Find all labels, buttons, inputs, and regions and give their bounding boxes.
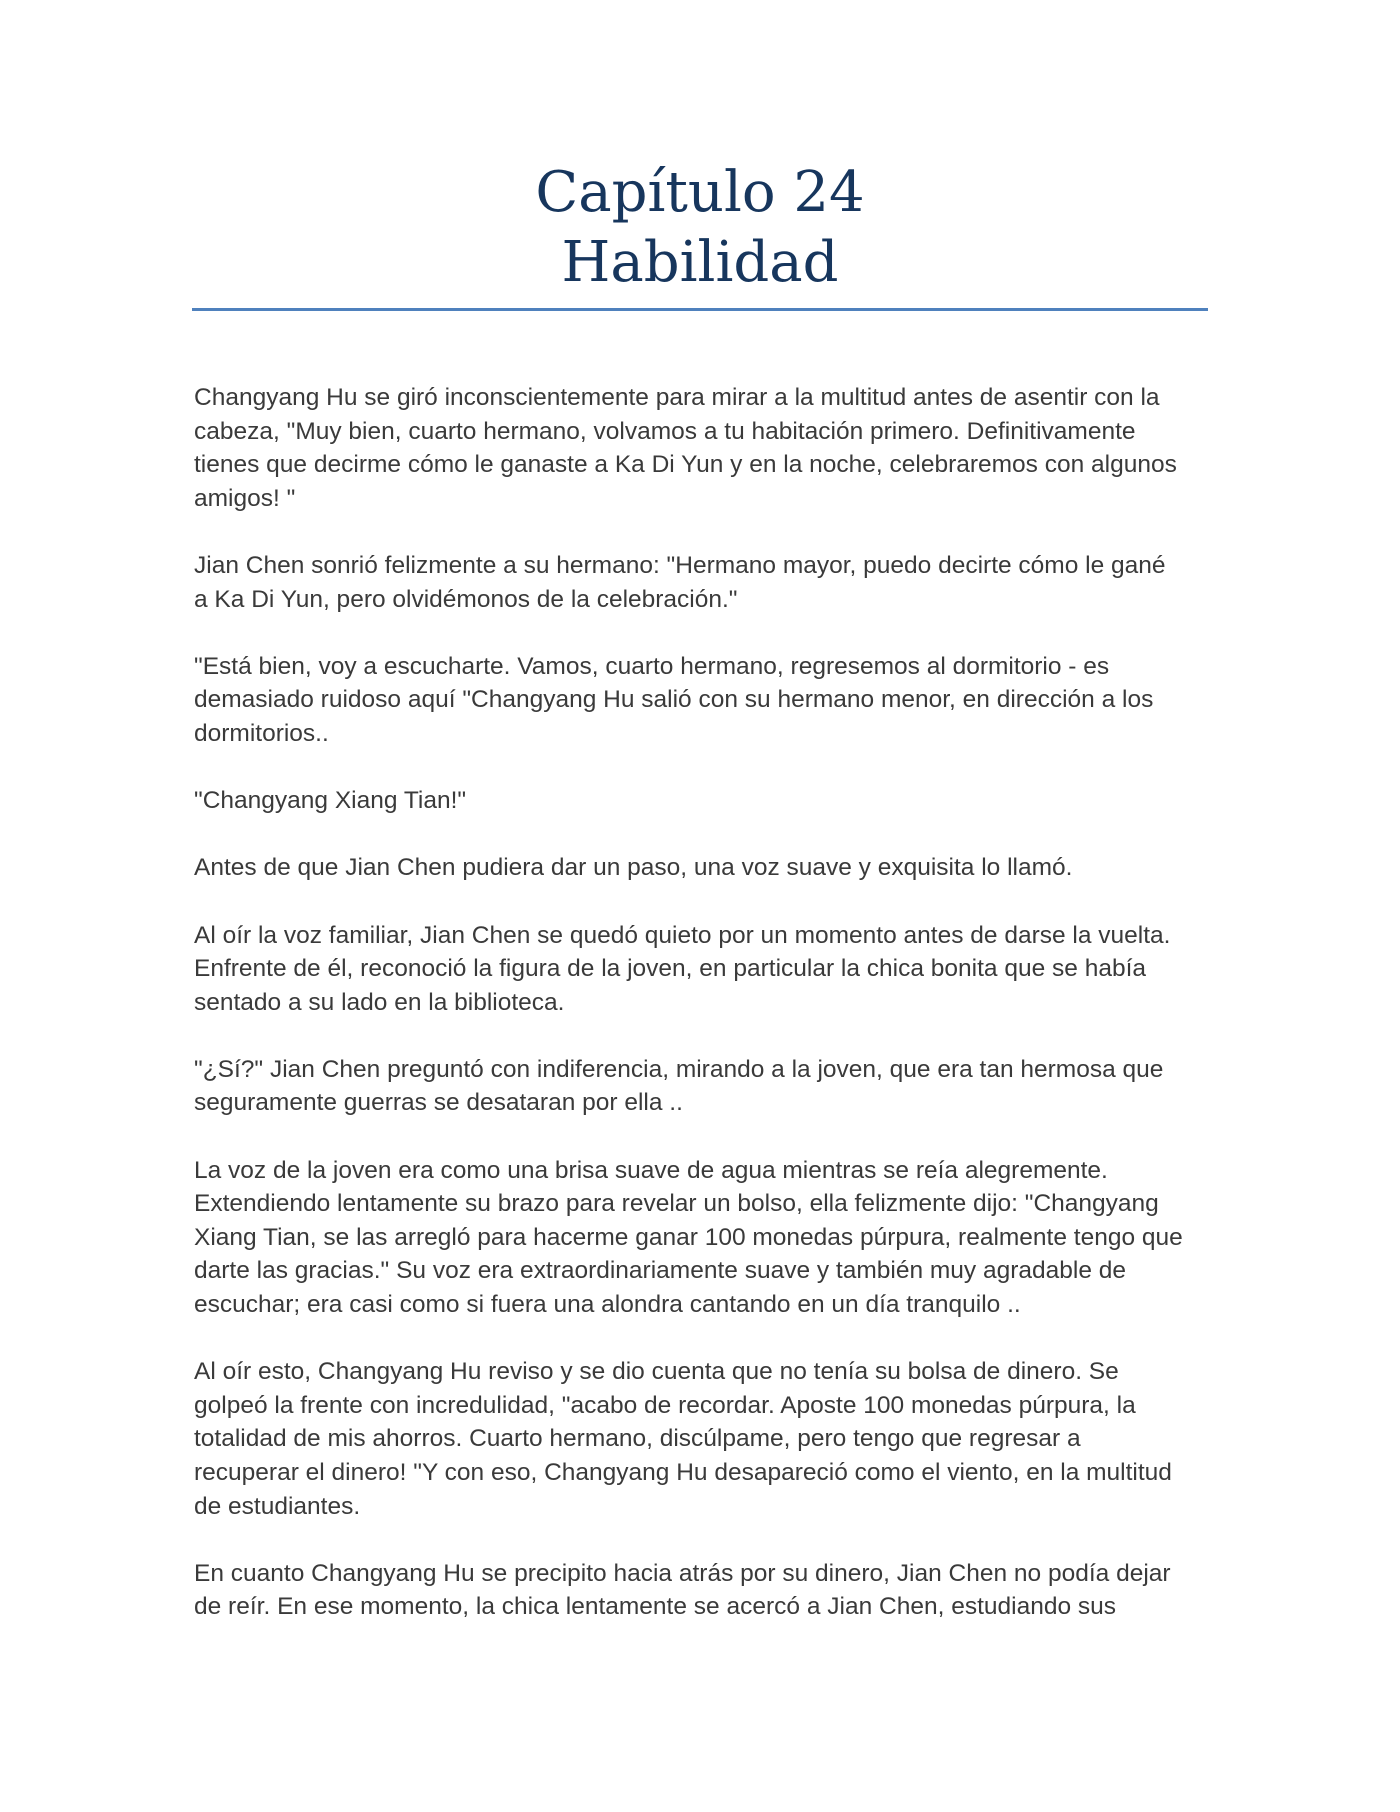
title-divider [192, 308, 1208, 311]
paragraph: Changyang Hu se giró inconscientemente para mirar a la multitud antes de asentir con la cabeza, "Muy bien, cuarto hermano, volvamos a tu habitación primero. Definitivamente tienes que decirme cómo le ganaste a Ka Di Yun y en la noche, celebraremos con algunos amigos! " [194, 384, 1177, 512]
paragraph: Al oír esto, Changyang Hu reviso y se dio cuenta que no tenía su bolsa de dinero. Se golpeó la frente con incredulidad, "acabo de recordar. Aposte 100 monedas púrpura, la totalidad de mis ahorros. Cuarto hermano, discúlpame, pero tengo que regresar a recuperar el dinero! "Y con eso, Changyang Hu desapareció como el viento, en la multitud de estudiantes. [194, 1358, 1172, 1520]
paragraph: "¿Sí?" Jian Chen preguntó con indiferencia, mirando a la joven, que era tan hermosa que seguramente guerras se desataran por ella .. [194, 1055, 1164, 1117]
chapter-body [194, 381, 1208, 1658]
paragraph: Antes de que Jian Chen pudiera dar un paso, una voz suave y exquisita lo llamó. [194, 854, 1073, 882]
chapter-number: Capítulo 24 [535, 160, 865, 225]
paragraph: "Está bien, voy a escucharte. Vamos, cuarto hermano, regresemos al dormitorio - es demasiado ruidoso aquí "Changyang Hu salió con su hermano menor, en dirección a los dormitorios.. [194, 652, 1154, 747]
paragraph: "Changyang Xiang Tian!" [194, 787, 467, 815]
chapter-name: Habilidad [561, 230, 839, 295]
chapter-title [192, 158, 1208, 298]
paragraph: Jian Chen sonrió felizmente a su hermano: "Hermano mayor, puedo decirte cómo le gané a Ka Di Yun, pero olvidémonos de la celebración." [194, 551, 1166, 613]
paragraph: Al oír la voz familiar, Jian Chen se quedó quieto por un momento antes de darse la vuelta. Enfrente de él, reconoció la figura de la joven, en particular la chica bonita que se había sentado a su lado en la biblioteca. [194, 921, 1171, 1016]
paragraph: En cuanto Changyang Hu se precipito hacia atrás por su dinero, Jian Chen no podía dejar de reír. En ese momento, la chica lentamente se acercó a Jian Chen, estudiando sus [194, 1559, 1171, 1621]
paragraph: La voz de la joven era como una brisa suave de agua mientras se reía alegremente. Extendiendo lentamente su brazo para revelar un bolso, ella felizmente dijo: "Changyang Xiang Tian, se las arregló para hacerme ganar 100 monedas púrpura, realmente tengo que darte las gracias." Su voz era extraordinariamente suave y también muy agradable de escuchar; era casi como si fuera una alondra cantando en un día tranquilo .. [194, 1156, 1183, 1319]
